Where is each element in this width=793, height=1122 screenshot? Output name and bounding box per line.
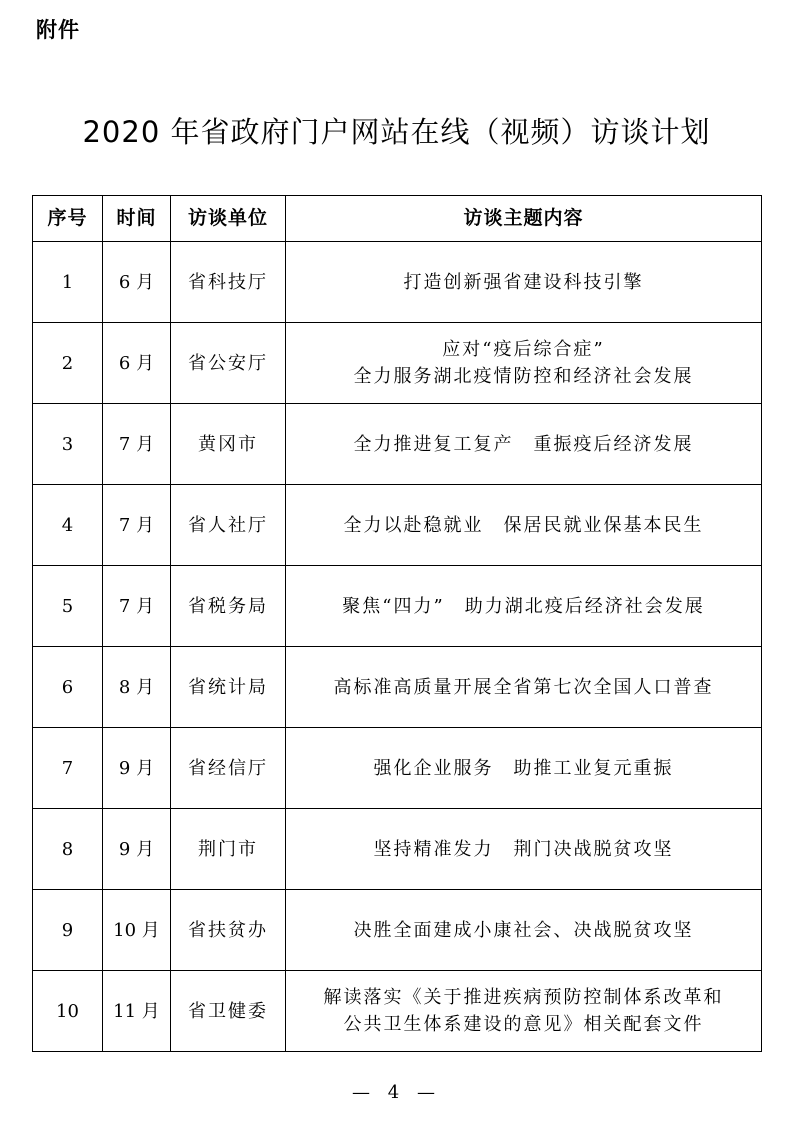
row-index: 9 xyxy=(33,890,103,971)
row-index: 5 xyxy=(33,566,103,647)
table-row xyxy=(33,971,762,1052)
row-unit: 省人社厅 xyxy=(171,485,286,566)
row-time: 10 月 xyxy=(103,890,171,971)
row-index: 2 xyxy=(33,323,103,404)
row-index: 1 xyxy=(33,242,103,323)
row-topic xyxy=(286,566,762,647)
table-row xyxy=(33,323,762,404)
topic-line: 全力以赴稳就业 保居民就业保基本民生 xyxy=(343,514,704,536)
row-time: 9 月 xyxy=(103,728,171,809)
row-index: 8 xyxy=(33,809,103,890)
row-time: 7 月 xyxy=(103,566,171,647)
page-title: 2020 年省政府门户网站在线（视频）访谈计划 xyxy=(82,115,711,149)
table-header-row xyxy=(33,196,762,242)
table-row xyxy=(33,242,762,323)
table-row xyxy=(33,809,762,890)
row-index: 6 xyxy=(33,647,103,728)
topic-line: 全力服务湖北疫情防控和经济社会发展 xyxy=(353,366,694,387)
row-topic xyxy=(286,728,762,809)
topic-line: 应对“疫后综合症” xyxy=(442,339,605,360)
topic-line: 全力推进复工复产 重振疫后经济发展 xyxy=(353,433,694,455)
row-time: 9 月 xyxy=(103,809,171,890)
table-row xyxy=(33,566,762,647)
topic-line: 聚焦“四力” 助力湖北疫后经济社会发展 xyxy=(342,595,705,617)
row-topic xyxy=(286,242,762,323)
table-row xyxy=(33,647,762,728)
topic-line: 解读落实《关于推进疾病预防控制体系改革和 xyxy=(323,987,724,1008)
row-unit: 省科技厅 xyxy=(171,242,286,323)
row-unit: 黄冈市 xyxy=(171,404,286,485)
interview-plan-table xyxy=(32,195,762,1052)
row-topic xyxy=(286,323,762,404)
row-unit: 省公安厅 xyxy=(171,323,286,404)
topic-line: 打造创新强省建设科技引擎 xyxy=(403,271,644,293)
row-topic xyxy=(286,809,762,890)
row-index: 7 xyxy=(33,728,103,809)
topic-line: 坚持精准发力 荆门决战脱贫攻坚 xyxy=(373,838,674,860)
topic-line: 强化企业服务 助推工业复元重振 xyxy=(373,757,674,779)
row-topic xyxy=(286,485,762,566)
row-time: 7 月 xyxy=(103,485,171,566)
row-index: 10 xyxy=(33,971,103,1052)
column-header-topic: 访谈主题内容 xyxy=(286,196,762,242)
topic-line: 决胜全面建成小康社会、决战脱贫攻坚 xyxy=(353,919,694,941)
table-row xyxy=(33,485,762,566)
topic-line: 高标准高质量开展全省第七次全国人口普查 xyxy=(333,676,714,698)
table-body xyxy=(33,242,762,1052)
row-time: 6 月 xyxy=(103,323,171,404)
row-index: 3 xyxy=(33,404,103,485)
table-row xyxy=(33,728,762,809)
row-topic xyxy=(286,890,762,971)
row-unit: 荆门市 xyxy=(171,809,286,890)
attachment-label: 附件 xyxy=(36,18,80,42)
table-row xyxy=(33,404,762,485)
table-row xyxy=(33,890,762,971)
row-time: 8 月 xyxy=(103,647,171,728)
row-unit: 省统计局 xyxy=(171,647,286,728)
row-unit: 省扶贫办 xyxy=(171,890,286,971)
column-header-unit: 访谈单位 xyxy=(171,196,286,242)
row-topic xyxy=(286,647,762,728)
row-time: 6 月 xyxy=(103,242,171,323)
row-unit: 省经信厅 xyxy=(171,728,286,809)
column-header-time: 时间 xyxy=(103,196,171,242)
row-time: 11 月 xyxy=(103,971,171,1052)
column-header-index: 序号 xyxy=(33,196,103,242)
row-unit: 省卫健委 xyxy=(171,971,286,1052)
topic-line: 公共卫生体系建设的意见》相关配套文件 xyxy=(343,1014,704,1035)
row-time: 7 月 xyxy=(103,404,171,485)
row-topic xyxy=(286,404,762,485)
row-topic xyxy=(286,971,762,1052)
row-unit: 省税务局 xyxy=(171,566,286,647)
row-index: 4 xyxy=(33,485,103,566)
page-number: — 4 — xyxy=(352,1082,441,1103)
